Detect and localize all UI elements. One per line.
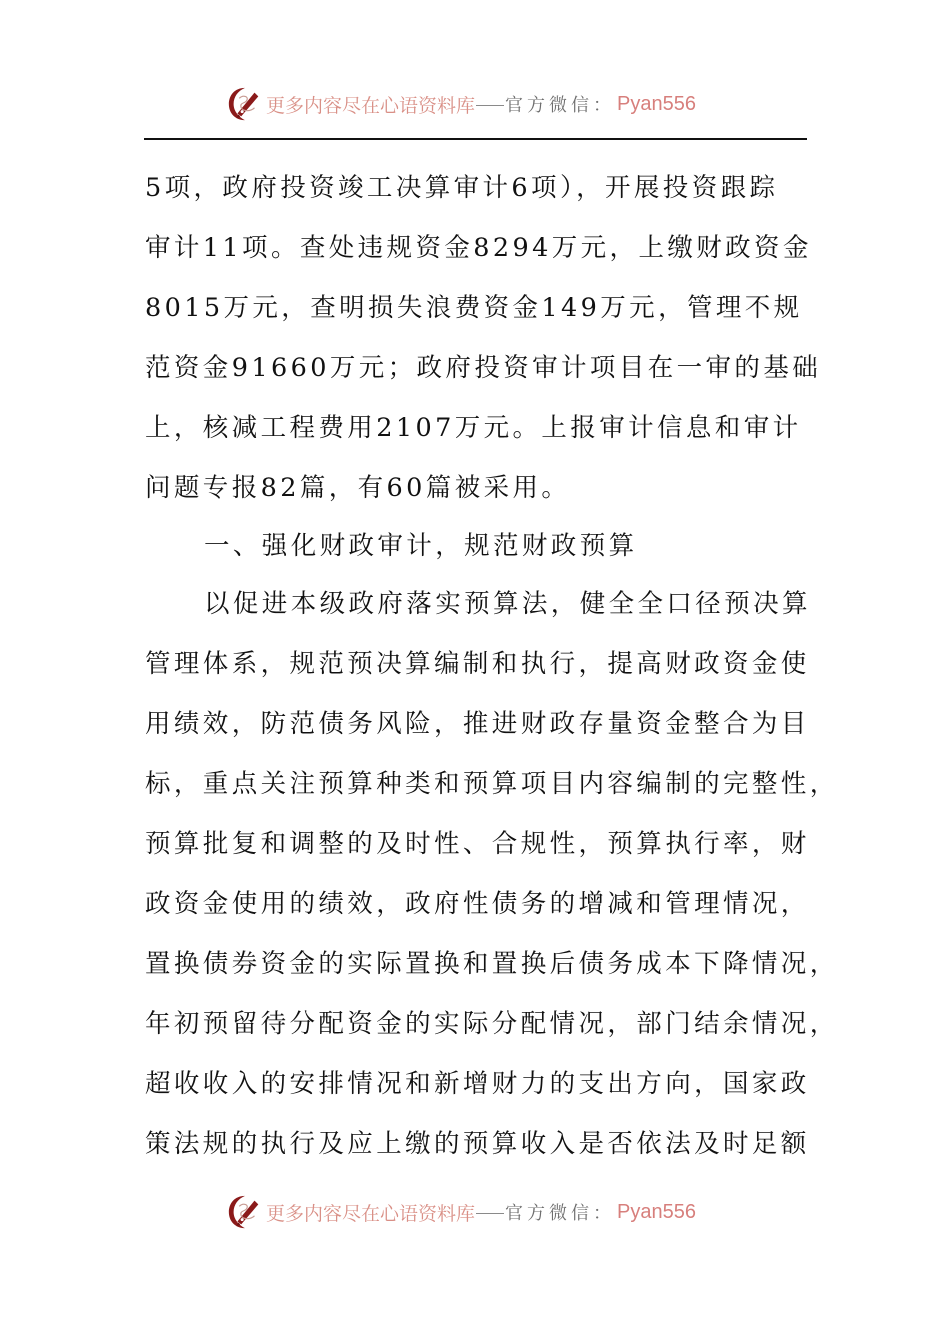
header-rule <box>144 138 807 140</box>
body-line: 管理体系，规范预决算编制和执行，提高财政资金使 <box>145 649 810 679</box>
quill-pen-logo-icon <box>226 85 264 123</box>
body-line: 审计11项。查处违规资金8294万元，上缴财政资金 <box>145 233 812 263</box>
body-line: 超收收入的安排情况和新增财力的支出方向，国家政 <box>145 1069 810 1099</box>
body-line: 上，核减工程费用2107万元。上报审计信息和审计 <box>145 413 802 443</box>
quill-pen-logo-icon <box>226 1193 264 1231</box>
footer-banner <box>226 1192 696 1232</box>
body-line: 置换债券资金的实际置换和置换后债务成本下降情况， <box>145 949 839 979</box>
body-line: 政资金使用的绩效，政府性债务的增减和管理情况， <box>145 889 810 919</box>
site-slogan: 更多内容尽在心语资料库 <box>266 1202 476 1225</box>
wechat-label: 官方微信： <box>505 1203 616 1224</box>
header-banner <box>226 84 696 124</box>
body-line: 5项，政府投资竣工决算审计6项），开展投资跟踪 <box>145 173 779 203</box>
body-line: 用绩效，防范债务风险，推进财政存量资金整合为目 <box>145 709 810 739</box>
section-heading: 一、强化财政审计，规范财政预算 <box>204 531 638 561</box>
body-line: 策法规的执行及应上缴的预算收入是否依法及时足额 <box>145 1129 810 1159</box>
wechat-label: 官方微信： <box>505 95 616 116</box>
banner-dash <box>476 1213 504 1214</box>
body-line: 标，重点关注预算种类和预算项目内容编制的完整性， <box>145 769 839 799</box>
wechat-id: Pyan556 <box>617 92 696 115</box>
body-line: 范资金91660万元；政府投资审计项目在一审的基础 <box>145 353 822 383</box>
body-line: 8015万元，查明损失浪费资金149万元，管理不规 <box>145 293 803 323</box>
body-line: 预算批复和调整的及时性、合规性，预算执行率，财 <box>145 829 810 859</box>
body-line: 年初预留待分配资金的实际分配情况，部门结余情况， <box>145 1009 839 1039</box>
banner-dash <box>476 105 504 106</box>
body-line: 问题专报82篇，有60篇被采用。 <box>145 473 571 503</box>
site-slogan: 更多内容尽在心语资料库 <box>266 94 476 117</box>
paragraph-first-line: 以促进本级政府落实预算法，健全全口径预决算 <box>204 589 811 619</box>
wechat-id: Pyan556 <box>617 1200 696 1223</box>
